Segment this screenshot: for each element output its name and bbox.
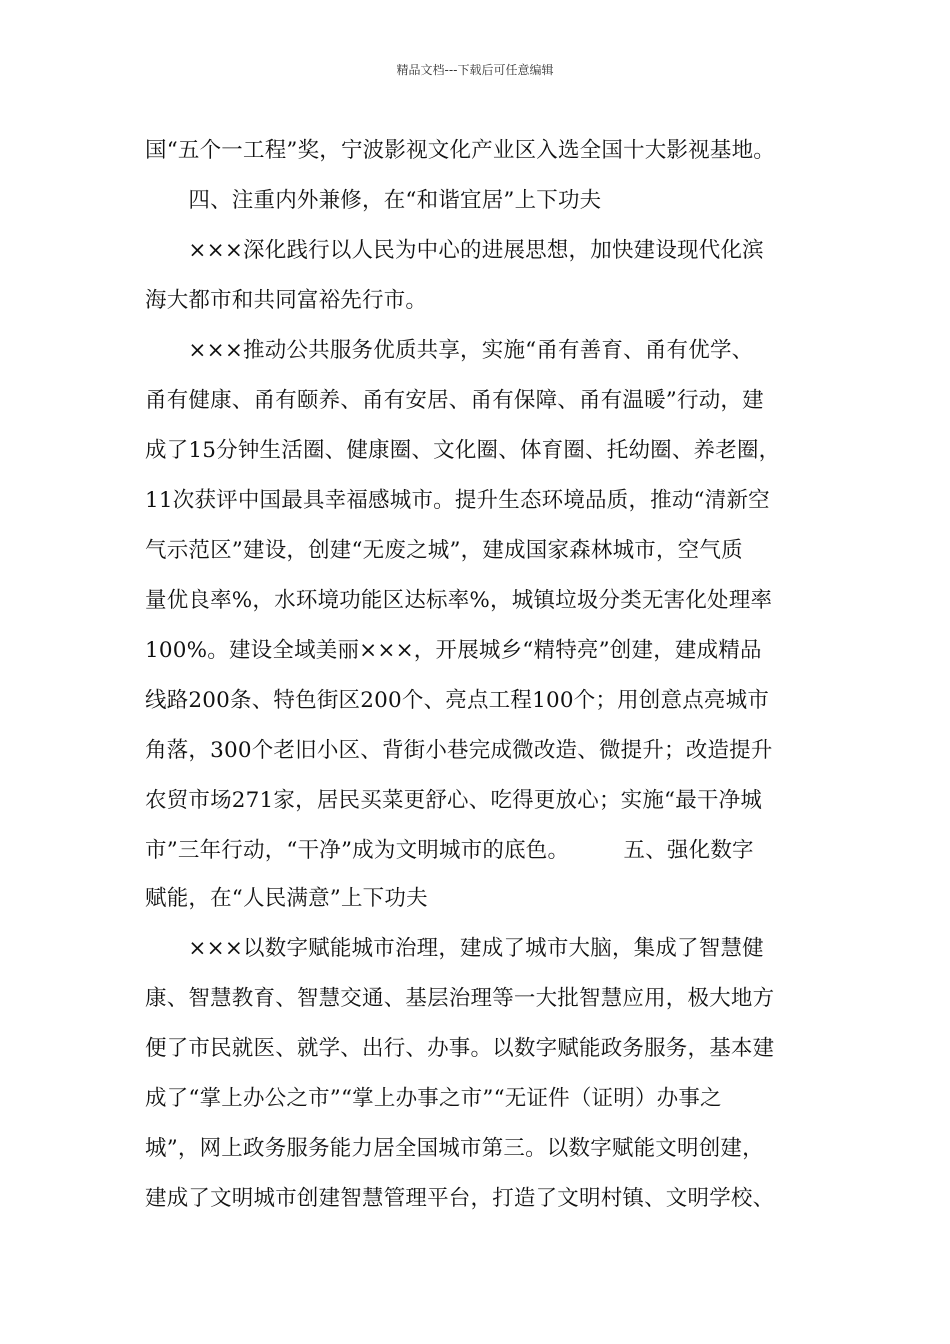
text-line: 100%。建设全域美丽×××，开展城乡“精特亮”创建，建成精品 [145, 638, 762, 663]
text-line: 线路200条、特色街区200个、亮点工程100个；用创意点亮城市 [145, 688, 770, 713]
text-line: 便了市民就医、就学、出行、办事。以数字赋能政务服务，基本建 [145, 1036, 775, 1061]
section-heading: 赋能，在“人民满意”上下功夫 [145, 886, 428, 911]
text-line: 成了“掌上办公之市”“掌上办事之市”“无证件（证明）办事之 [145, 1086, 722, 1111]
text-line: 海大都市和共同富裕先行市。 [145, 288, 428, 313]
text-line: ×××推动公共服务优质共享，实施“甬有善育、甬有优学、 [145, 338, 754, 363]
text-line: 国“五个一工程”奖，宁波影视文化产业区入选全国十大影视基地。 [145, 138, 775, 163]
text-line: 甬有健康、甬有颐养、甬有安居、甬有保障、甬有温暖”行动，建 [145, 388, 764, 413]
text-line: 建成了文明城市创建智慧管理平台，打造了文明村镇、文明学校、 [145, 1186, 775, 1211]
text-line: 角落，300个老旧小区、背街小巷完成微改造、微提升；改造提升 [145, 738, 773, 763]
section-heading: 四、注重内外兼修，在“和谐宜居”上下功夫 [145, 188, 602, 213]
text-line: 成了15分钟生活圈、健康圈、文化圈、体育圈、托幼圈、养老圈， [145, 438, 781, 463]
text-line: 气示范区”建设，创建“无废之城”，建成国家森林城市，空气质 [145, 538, 743, 563]
text-line: 11次获评中国最具幸福感城市。提升生态环境品质，推动“清新空 [145, 488, 770, 513]
text-line: 城”，网上政务服务能力居全国城市第三。以数字赋能文明创建， [145, 1136, 764, 1161]
text-line: 康、智慧教育、智慧交通、基层治理等一大批智慧应用，极大地方 [145, 986, 775, 1011]
text-line: ×××以数字赋能城市治理，建成了城市大脑，集成了智慧健 [145, 936, 764, 961]
text-line: ×××深化践行以人民为中心的进展思想，加快建设现代化滨 [145, 238, 764, 263]
text-line: 农贸市场271家，居民买菜更舒心、吃得更放心；实施“最干净城 [145, 788, 763, 813]
text-line: 市”三年行动，“干净”成为文明城市的底色。 五、强化数字 [145, 838, 754, 863]
page-header: 精品文档---下载后可任意编辑 [396, 63, 554, 77]
text-line: 量优良率%，水环境功能区达标率%，城镇垃圾分类无害化处理率 [145, 588, 773, 613]
